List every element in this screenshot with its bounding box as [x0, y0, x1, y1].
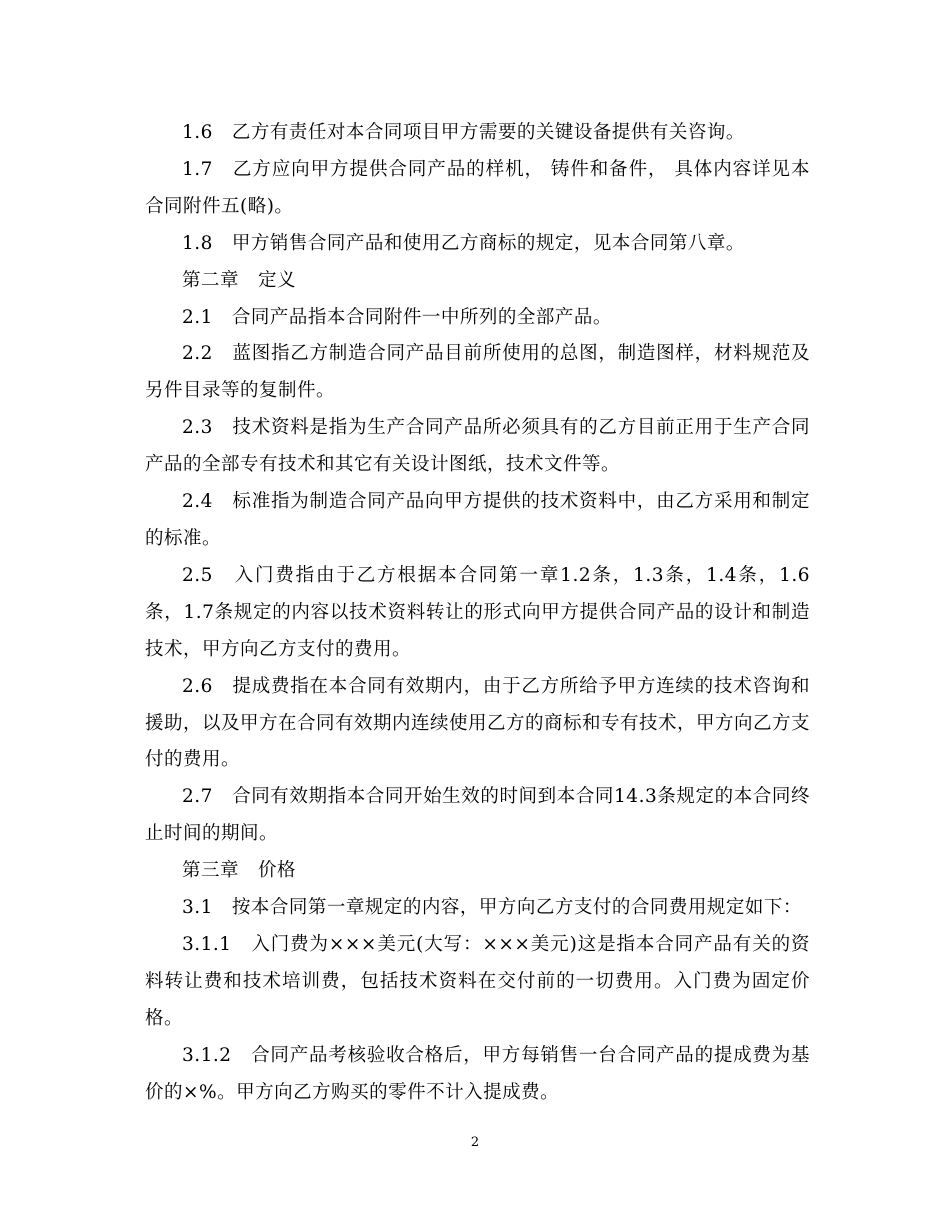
paragraph-2-5: 2.5 入门费指由于乙方根据本合同第一章1.2条，1.3条，1.4条，1.6条，1.7条规定的内容以技术资料转让的形式向甲方提供合同产品的设计和制造技术，甲方向乙方支付的费用。: [145, 564, 810, 660]
paragraph-1-6: 1.6 乙方有责任对本合同项目甲方需要的关键设备提供有关咨询。: [182, 122, 745, 143]
page-number: 2: [470, 1135, 480, 1150]
chapter-3-heading: 第三章 价格: [182, 860, 297, 882]
paragraph-1-7: 1.7 乙方应向甲方提供合同产品的样机， 铸件和备件， 具体内容详见本合同附件五(略)。: [145, 158, 810, 217]
paragraph-1-8: 1.8 甲方销售合同产品和使用乙方商标的规定，见本合同第八章。: [182, 232, 745, 254]
paragraph-2-3: 2.3 技术资料是指为生产合同产品所必须具有的乙方目前正用于生产合同产品的全部专有技术和其它有关设计图纸，技术文件等。: [145, 417, 810, 476]
paragraph-3-1: 3.1 按本合同第一章规定的内容，甲方向乙方支付的合同费用规定如下：: [182, 897, 802, 919]
chapter-2-heading: 第二章 定义: [182, 269, 297, 291]
paragraph-3-1-2: 3.1.2 合同产品考核验收合格后，甲方每销售一台合同产品的提成费为基价的×%。甲方向乙方购买的零件不计入提成费。: [145, 1044, 810, 1103]
paragraph-2-1: 2.1 合同产品指本合同附件一中所列的全部产品。: [182, 306, 612, 328]
document-body: [145, 115, 810, 1111]
paragraph-3-1-1: 3.1.1 入门费为×××美元(大写：×××美元)这是指本合同产品有关的资料转让费和技术培训费，包括技术资料在交付前的一切费用。入门费为固定价格。: [145, 933, 810, 1029]
paragraph-2-6: 2.6 提成费指在本合同有效期内，由于乙方所给予甲方连续的技术咨询和援助，以及甲方在合同有效期内连续使用乙方的商标和专有技术，甲方向乙方支付的费用。: [145, 675, 811, 771]
paragraph-2-7: 2.7 合同有效期指本合同开始生效的时间到本合同14.3条规定的本合同终止时间的期间。: [145, 786, 810, 845]
paragraph-2-2: 2.2 蓝图指乙方制造合同产品目前所使用的总图，制造图样，材料规范及另件目录等的复制件。: [145, 343, 810, 402]
paragraph-2-4: 2.4 标准指为制造合同产品向甲方提供的技术资料中，由乙方采用和制定的标准。: [145, 491, 810, 549]
